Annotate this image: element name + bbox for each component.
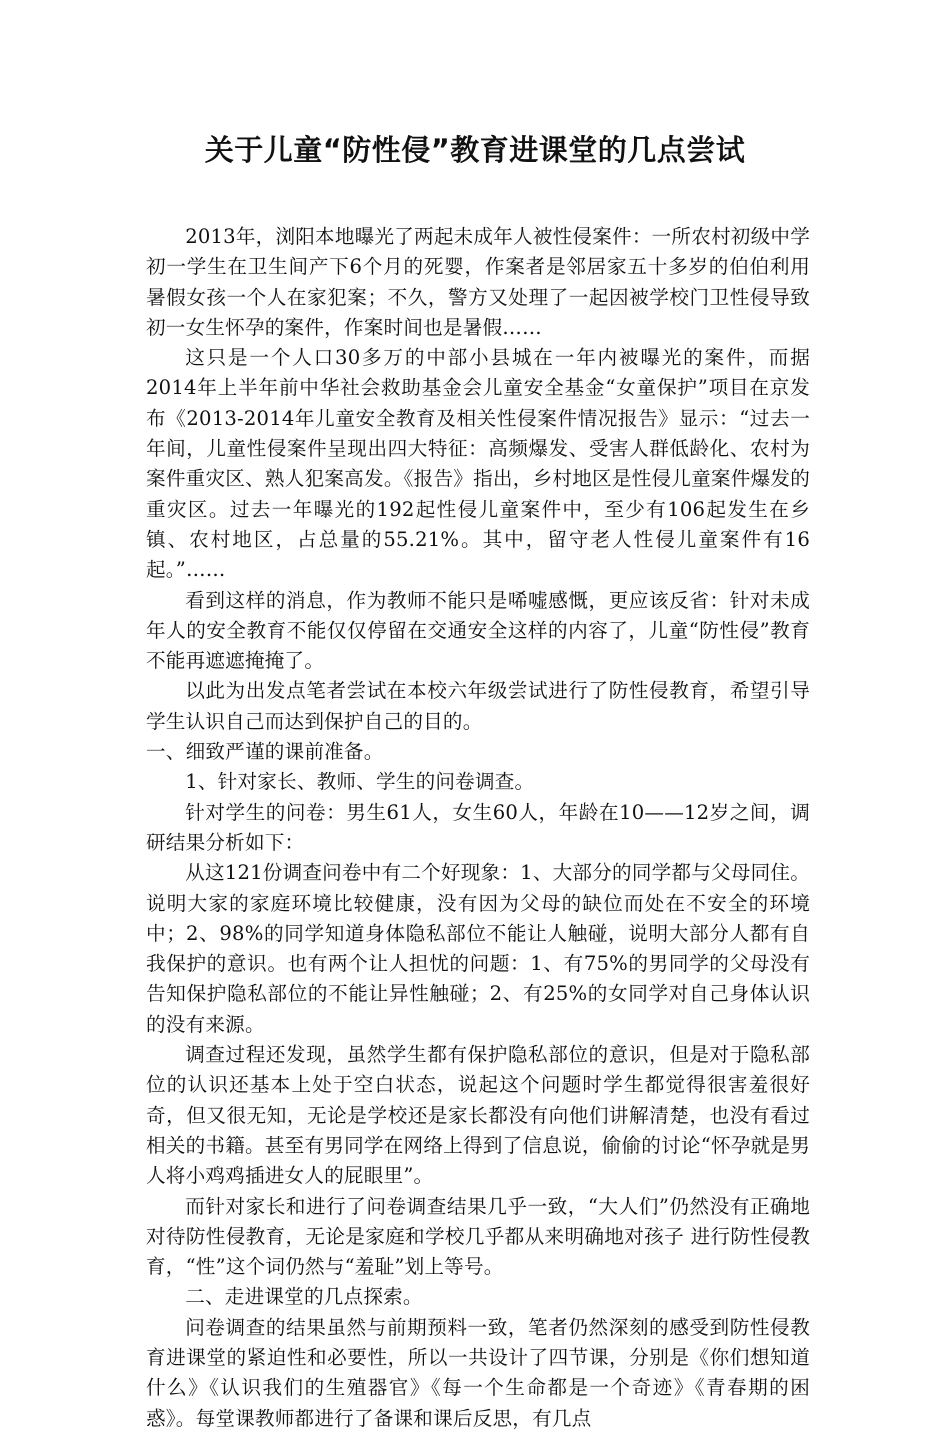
paragraph: 而针对家长和进行了问卷调查结果几乎一致，“大人们”仍然没有正确地对待防性侵教育，无论是家庭和学校几乎都从来明确地对孩子 进行防性侵教育，“性”这个词仍然与“羞耻”划上等号。 (146, 1194, 810, 1279)
document-title: 关于儿童“防性侵”教育进课堂的几点尝试 (204, 133, 746, 167)
paragraph: 调查过程还发现，虽然学生都有保护隐私部位的意识，但是对于隐私部位的认识还基本上处于空白状态，说起这个问题时学生都觉得很害羞很好奇，但又很无知，无论是学校还是家长都没有向他们讲解清楚，也没有看过相关的书籍。甚至有男同学在网络上得到了信息说，偷偷的讨论“怀孕就是男人将小鸡鸡插进女人的屁眼里”。 (146, 1043, 810, 1188)
paragraph: 2013年，浏阳本地曝光了两起未成年人被性侵案件：一所农村初级中学初一学生在卫生间产下6个月的死婴，作案者是邻居家五十多岁的伯伯利用暑假女孩一个人在家犯案；不久，警方又处理了一起因被学校门卫性侵导致初一女生怀孕的案件，作案时间也是暑假…… (146, 225, 810, 339)
paragraph: 看到这样的消息，作为教师不能只是唏嘘感慨，更应该反省：针对未成年人的安全教育不能仅仅停留在交通安全这样的内容了，儿童“防性侵”教育不能再遮遮掩掩了。 (146, 588, 810, 673)
paragraph: 问卷调查的结果虽然与前期预料一致，笔者仍然深刻的感受到防性侵教育进课堂的紧迫性和必要性，所以一共设计了四节课，分别是《你们想知道什么》《认识我们的生殖器官》《每一个生命都是一个奇迹》《青春期的困惑》。每堂课教师都进行了备课和课后反思，有几点 (146, 1315, 810, 1430)
paragraph: 这只是一个人口30多万的中部小县城在一年内被曝光的案件，而据2014年上半年前中华社会救助基金会儿童安全基金“女童保护”项目在京发布《2013-2014年儿童安全教育及相关性侵案件情况报告》显示：“过去一年间，儿童性侵案件呈现出四大特征：高频爆发、受害人群低龄化、农村为案件重灾区、熟人犯案高发。《报告》指出，乡村地区是性侵儿童案件爆发的重灾区。过去一年曝光的192起性侵儿童案件中，至少有106起发生在乡镇、农村地区，占总量的55.21%。其中，留守老人性侵儿童案件有16起。”…… (146, 346, 810, 582)
paragraph: 针对学生的问卷：男生61人，女生60人，年龄在10——12岁之间，调研结果分析如下： (146, 800, 810, 854)
section-heading: 一、细致严谨的课前准备。 (146, 740, 384, 764)
paragraph: 从这121份调查问卷中有二个好现象：1、大部分的同学都与父母同住。说明大家的家庭环境比较健康，没有因为父母的缺位而处在不安全的环境中；2、98%的同学知道身体隐私部位不能让人触碰，说明大部分人都有自我保护的意识。也有两个让人担忧的问题：1、有75%的男同学的父母没有告知保护隐私部位的不能让异性触碰；2、有25%的女同学对自己身体认识的没有来源。 (146, 861, 810, 1036)
section-heading: 二、走进课堂的几点探索。 (185, 1285, 423, 1309)
paragraph: 以此为出发点笔者尝试在本校六年级尝试进行了防性侵教育，希望引导学生认识自己而达到保护自己的目的。 (146, 679, 810, 733)
document-body (146, 222, 810, 1434)
paragraph: 1、针对家长、教师、学生的问卷调查。 (185, 770, 535, 794)
